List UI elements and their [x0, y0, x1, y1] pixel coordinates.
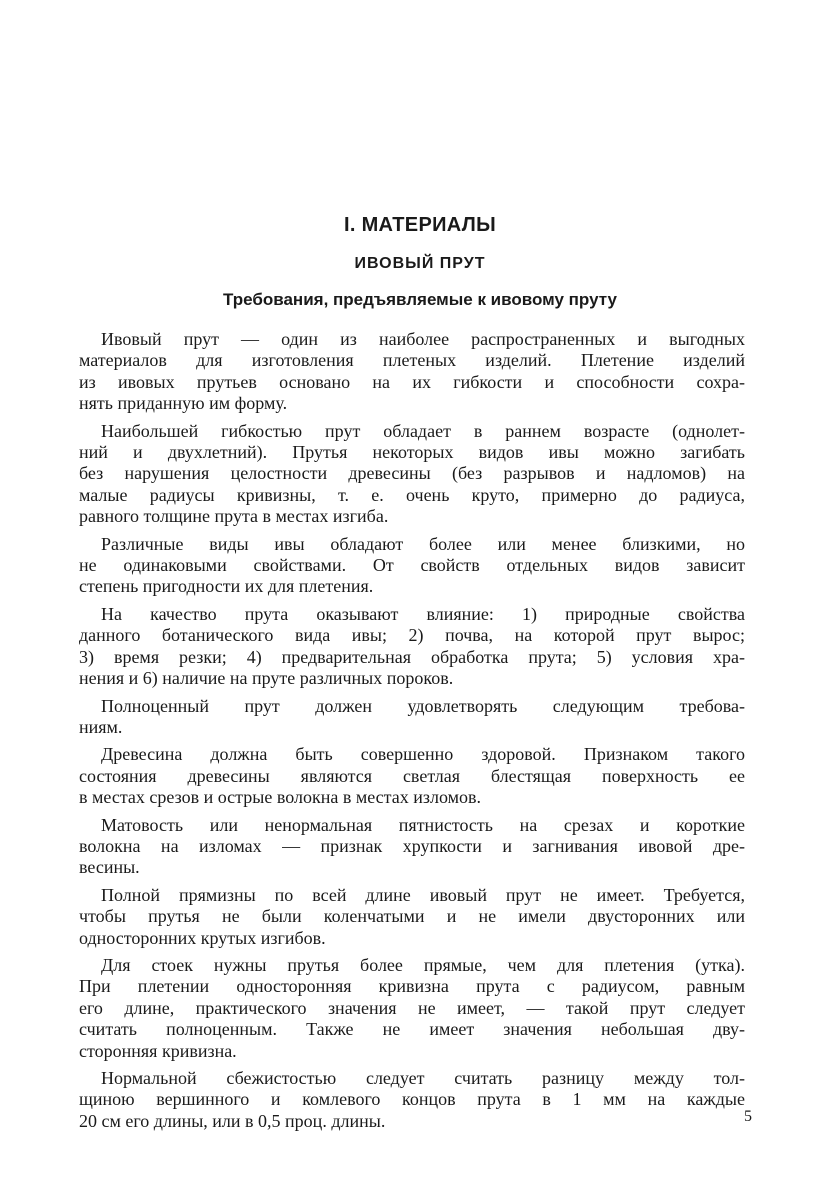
text-line: 20 см его длины, или в 0,5 проц. длины.: [79, 1110, 386, 1131]
text-line: На качество прута оказывают влияние: 1) природные свойства: [101, 603, 745, 624]
text-line: малые радиусы кривизны, т. е. очень круто, примерно до радиуса,: [79, 484, 745, 505]
text-line: щиною вершинного и комлевого концов прута в 1 мм на каждые: [79, 1089, 745, 1110]
text-line: волокна на изломах — признак хрупкости и загнивания ивовой дре-: [79, 835, 745, 856]
paragraph: [79, 421, 745, 528]
paragraph: [79, 329, 745, 415]
paragraph: [79, 885, 745, 949]
page-number: 5: [744, 1108, 752, 1125]
paragraph: [79, 815, 745, 879]
text-line: При плетении односторонняя кривизна прута с радиусом, равным: [79, 976, 745, 997]
text-line: без нарушения целостности древесины (без разрывов и надломов) на: [79, 463, 745, 484]
text-line: нять приданную им форму.: [79, 393, 288, 414]
text-line: Полной прямизны по всей длине ивовый прут не имеет. Требуется,: [101, 884, 745, 905]
text-line: из ивовых прутьев основано на их гибкости и способности сохра-: [79, 371, 745, 392]
text-line: Матовость или ненормальная пятнистость на срезах и короткие: [101, 814, 745, 835]
paragraph: [79, 1068, 745, 1132]
text-line: Наибольшей гибкостью прут обладает в раннем возрасте (однолет-: [101, 420, 745, 441]
paragraph: [79, 604, 745, 690]
text-line: материалов для изготовления плетеных изделий. Плетение изделий: [79, 350, 745, 371]
text-line: нения и 6) наличие на пруте различных пороков.: [79, 668, 454, 689]
text-line: весины.: [79, 857, 140, 878]
text-line: Древесина должна быть совершенно здоровой. Признаком такого: [101, 744, 745, 765]
subsection-title: Требования, предъявляемые к ивовому пруту: [223, 290, 617, 309]
text-line: Нормальной сбежистостью следует считать разницу между тол-: [101, 1068, 745, 1088]
text-line: ний и двухлетний). Прутья некоторых видов ивы можно загибать: [79, 442, 745, 463]
text-line: не одинаковыми свойствами. От свойств отдельных видов зависит: [79, 555, 745, 576]
text-line: 3) время резки; 4) предварительная обработка прута; 5) условия хра-: [79, 646, 745, 667]
paragraph: [79, 744, 745, 808]
text-line: односторонних крутых изгибов.: [79, 927, 326, 948]
text-line: Полноценный прут должен удовлетворять следующим требова-: [101, 695, 745, 716]
body-text: [79, 329, 745, 1138]
text-line: считать полноценным. Также не имеет значения небольшая дву-: [79, 1019, 745, 1040]
paragraph: [79, 696, 745, 739]
text-line: данного ботанического вида ивы; 2) почва, на которой прут вырос;: [79, 625, 745, 646]
section-title: ИВОВЫЙ ПРУТ: [354, 255, 486, 272]
text-line: Ивовый прут — один из наиболее распространенных и выгодных: [101, 329, 745, 349]
text-line: чтобы прутья не были коленчатыми и не имели двусторонних или: [79, 906, 745, 927]
text-line: степень пригодности их для плетения.: [79, 576, 374, 597]
text-line: Различные виды ивы обладают более или менее близкими, но: [101, 533, 745, 554]
text-line: сторонняя кривизна.: [79, 1040, 237, 1061]
text-line: в местах срезов и острые волокна в местах изломов.: [79, 787, 481, 808]
text-line: его длине, практического значения не имеет, — такой прут следует: [79, 997, 745, 1018]
text-line: состояния древесины являются светлая блестящая поверхность ее: [79, 765, 745, 786]
text-line: равного толщине прута в местах изгиба.: [79, 506, 389, 527]
text-line: ниям.: [79, 716, 123, 737]
text-line: Для стоек нужны прутья более прямые, чем для плетения (утка).: [101, 954, 745, 975]
paragraph: [79, 955, 745, 1062]
chapter-title: I. МАТЕРИАЛЫ: [344, 214, 496, 236]
paragraph: [79, 534, 745, 598]
